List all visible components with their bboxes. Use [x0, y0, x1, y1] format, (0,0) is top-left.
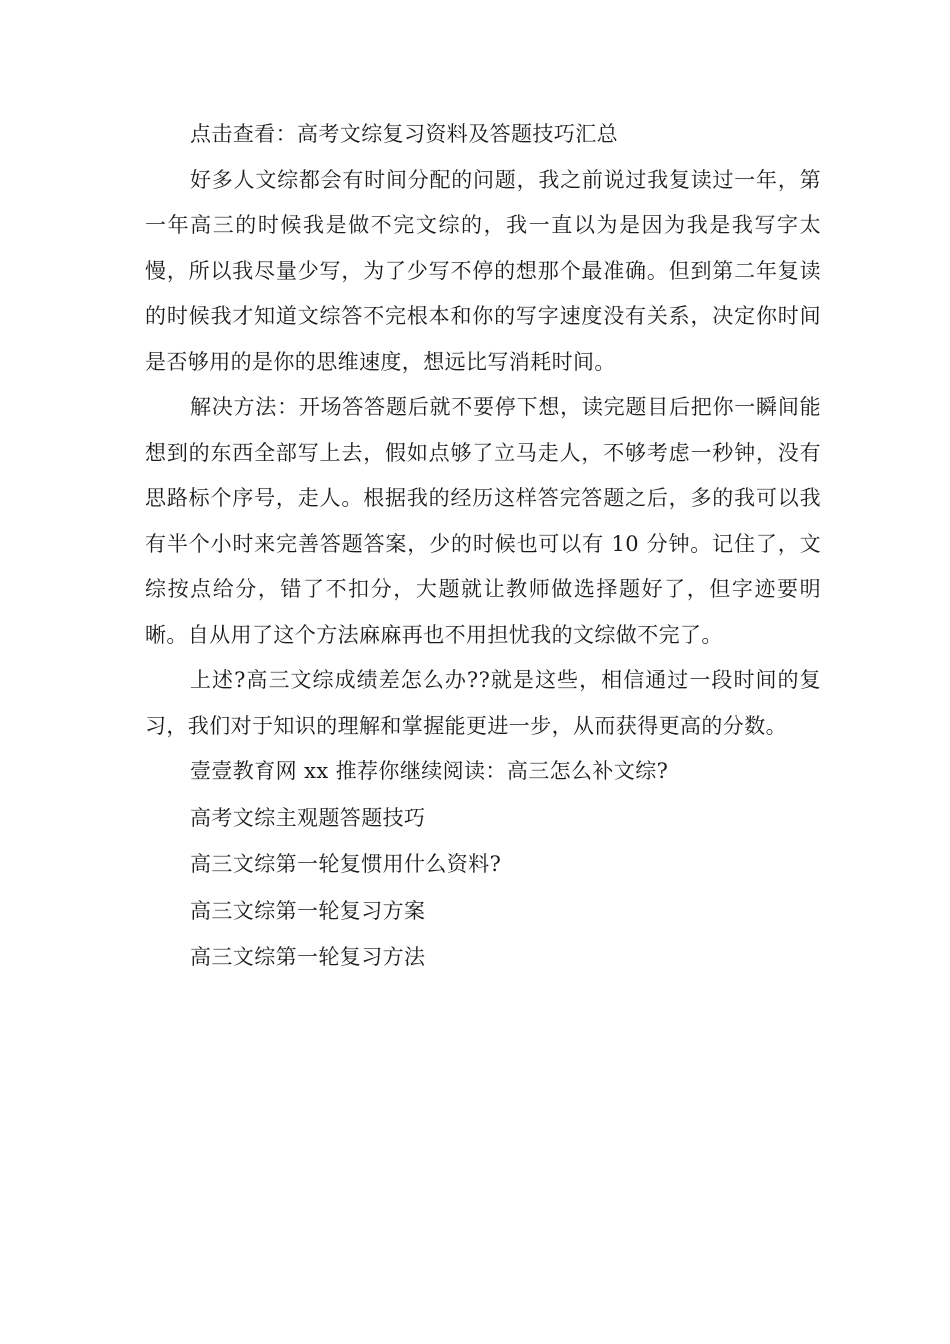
related-link-3[interactable]: 高三文综第一轮复习方案: [190, 898, 426, 923]
recommend-paragraph: 壹壹教育网 xx 推荐你继续阅读：高三怎么补文综?: [190, 759, 669, 783]
body-paragraph-time-allocation: 好多人文综都会有时间分配的问题，我之前说过我复读过一年，第一年高三的时候我是做不完文综的，我一直以为是因为我是我写字太慢，所以我尽量少写，为了少写不停的想那个最准确。但到第二年复读的时候我才知道文综答不完根本和你的写字速度没有关系，决定你时间是否够用的是你的思维速度，想远比写消耗时间。: [145, 167, 821, 374]
link-paragraph-study-materials[interactable]: 点击查看：高考文综复习资料及答题技巧汇总: [190, 122, 618, 146]
related-link-4[interactable]: 高三文综第一轮复习方法: [190, 945, 426, 969]
related-link-2[interactable]: 高三文综第一轮复惯用什么资料?: [190, 852, 502, 876]
body-paragraph-summary: 上述?高三文综成绩差怎么办??就是这些，相信通过一段时间的复习，我们对于知识的理解和掌握能更进一步，从而获得更高的分数。: [145, 668, 821, 738]
body-paragraph-solution: 解决方法：开场答答题后就不要停下想，读完题目后把你一瞬间能想到的东西全部写上去，假如点够了立马走人，不够考虑一秒钟，没有思路标个序号，走人。根据我的经历这样答完答题之后，多的我可以我有半个小时来完善答题答案，少的时候也可以有 10 分钟。记住了，文综按点给分，错了不扣分，大题就让教师做选择题好了，但字迹要明晰。自从用了这个方法麻麻再也不用担忧我的文综做不完了。: [145, 395, 821, 647]
document-page: [145, 112, 821, 981]
related-link-1[interactable]: 高考文综主观题答题技巧: [190, 805, 426, 830]
